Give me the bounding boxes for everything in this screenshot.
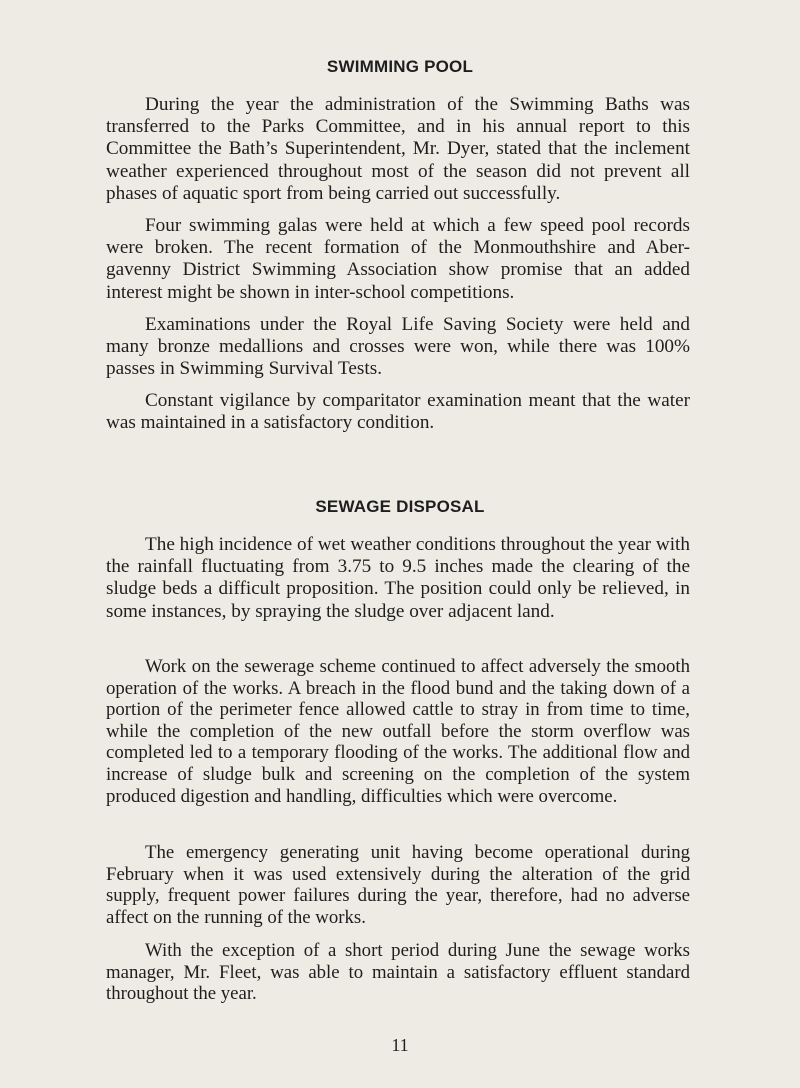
paragraph-sewerage-scheme: Work on the sewerage scheme continued to affect adversely the smooth operation of the works. A breach in the flood bund and the taking down of a portion of the perimeter fence allowed cattle to stray in from time to time, while the completion of the new outfall before the storm overflow was completed led to a temporary flooding of the works. The additional flow and increase of sludge bulk and screening on the completion of the system produced digestion and handling, difficulties which were overcome. xyxy=(106,656,690,807)
paragraph-water-condition: Constant vigilance by comparitator examination meant that the water was maintained in a satisfactory condition. xyxy=(106,390,690,434)
page-number: 11 xyxy=(391,1035,409,1055)
paragraph-wet-weather: The high incidence of wet weather conditions throughout the year with the rainfall fluctuating from 3.75 to 9.5 inches made the clearing of the sludge beds a difficult proposition. The position could only be relieved, in some instances, by spraying the sludge over adjacent land. xyxy=(106,534,690,622)
section-heading-swimming-pool: SWIMMING POOL xyxy=(326,57,474,76)
paragraph-emergency-generator: The emergency generating unit having become operational during February when it was used extensively during the alteration of the grid supply, frequent power failures during the year, therefore, had no adverse affect on the running of the works. xyxy=(106,842,690,928)
paragraph-effluent-standard: With the exception of a short period during June the sewage works manager, Mr. Fleet, was able to maintain a satisfactory effluent standard throughout the year. xyxy=(106,940,690,1005)
paragraph-royal-life-saving: Examinations under the Royal Life Saving Society were held and many bronze medallions and crosses were won, while there was 100% passes in Swimming Survival Tests. xyxy=(106,314,690,380)
paragraph-swimming-galas: Four swimming galas were held at which a few speed pool records were broken. The recent formation of the Monmouthshire and Aber-gavenny District Swimming Association show promise that an added interest might be shown in inter-school competitions. xyxy=(106,215,690,303)
paragraph-swimming-administration: During the year the administration of the Swimming Baths was transferred to the Parks Committee, and in his annual report to this Committee the Bath’s Superintendent, Mr. Dyer, stated that the inclement weather experienced throughout most of the season did not prevent all phases of aquatic sport from being carried out successfully. xyxy=(106,94,690,204)
section-heading-sewage-disposal: SEWAGE DISPOSAL xyxy=(315,497,485,516)
